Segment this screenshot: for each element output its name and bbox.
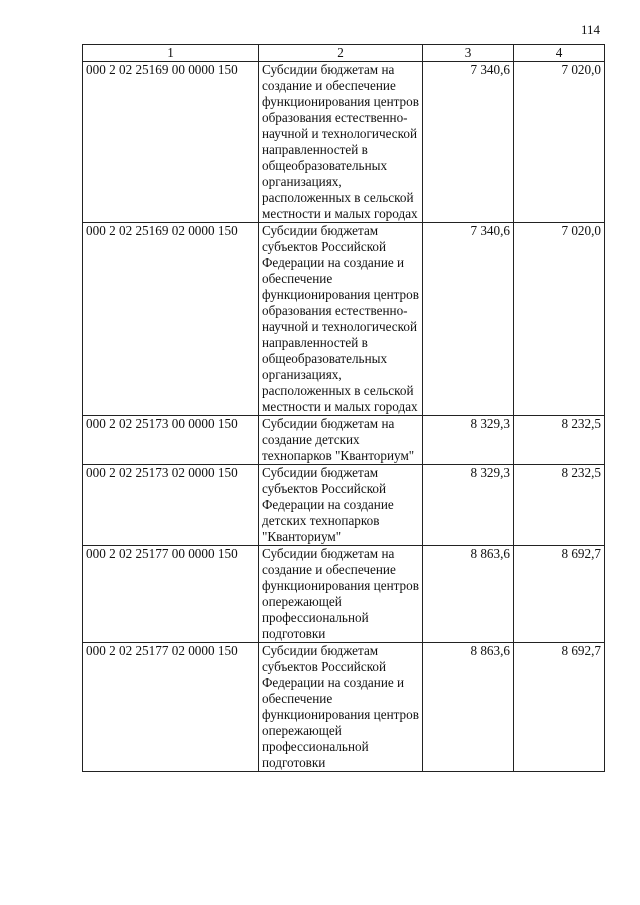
- table-row: [83, 416, 605, 465]
- column-header-3: 3: [423, 45, 514, 62]
- amount-col3: 8 863,6: [423, 643, 514, 772]
- budget-code: 000 2 02 25177 02 0000 150: [83, 643, 259, 772]
- item-name: Субсидии бюджетам на создание детских технопарков "Кванториум": [259, 416, 423, 465]
- amount-col3: 8 329,3: [423, 465, 514, 546]
- item-name: Субсидии бюджетам субъектов Российской Федерации на создание и обеспечение функционирования центров образования естественно-научной и технологической направленностей в общеобразовательных организациях, расположенных в сельской местности и малых городах: [259, 223, 423, 416]
- amount-col4: 8 232,5: [514, 465, 605, 546]
- amount-col3: 8 329,3: [423, 416, 514, 465]
- amount-col3: 8 863,6: [423, 546, 514, 643]
- amount-col4: 7 020,0: [514, 62, 605, 223]
- item-name: Субсидии бюджетам субъектов Российской Федерации на создание и обеспечение функционирования центров опережающей профессиональной подготовки: [259, 643, 423, 772]
- table-row: [83, 465, 605, 546]
- amount-col3: 7 340,6: [423, 223, 514, 416]
- table-row: [83, 62, 605, 223]
- amount-col3: 7 340,6: [423, 62, 514, 223]
- amount-col4: 7 020,0: [514, 223, 605, 416]
- budget-code: 000 2 02 25173 00 0000 150: [83, 416, 259, 465]
- budget-code: 000 2 02 25173 02 0000 150: [83, 465, 259, 546]
- item-name: Субсидии бюджетам субъектов Российской Федерации на создание детских технопарков "Кванториум": [259, 465, 423, 546]
- table-row: [83, 223, 605, 416]
- column-header-1: 1: [83, 45, 259, 62]
- budget-code: 000 2 02 25177 00 0000 150: [83, 546, 259, 643]
- amount-col4: 8 232,5: [514, 416, 605, 465]
- page-number: 114: [580, 22, 600, 37]
- column-header-2: 2: [259, 45, 423, 62]
- table-row: [83, 546, 605, 643]
- item-name: Субсидии бюджетам на создание и обеспечение функционирования центров образования естественно-научной и технологической направленностей в общеобразовательных организациях, расположенных в сельской местности и малых городах: [259, 62, 423, 223]
- item-name: Субсидии бюджетам на создание и обеспечение функционирования центров опережающей профессиональной подготовки: [259, 546, 423, 643]
- budget-code: 000 2 02 25169 00 0000 150: [83, 62, 259, 223]
- table-header-row: [83, 45, 605, 62]
- amount-col4: 8 692,7: [514, 546, 605, 643]
- table-row: [83, 643, 605, 772]
- amount-col4: 8 692,7: [514, 643, 605, 772]
- column-header-4: 4: [514, 45, 605, 62]
- budget-table: [82, 44, 605, 772]
- budget-code: 000 2 02 25169 02 0000 150: [83, 223, 259, 416]
